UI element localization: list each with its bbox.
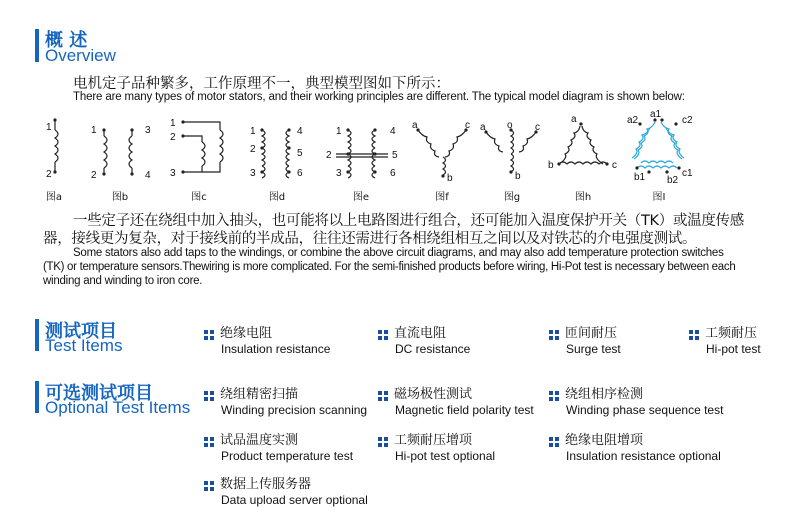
four-square-bullet-icon bbox=[204, 478, 214, 488]
four-square-bullet-icon bbox=[378, 388, 388, 398]
optional-items-title-cn: 可选测试项目 bbox=[45, 383, 153, 404]
four-square-bullet-icon bbox=[689, 327, 699, 337]
caption-g: 图g bbox=[503, 192, 521, 203]
four-square-bullet-icon bbox=[204, 434, 214, 444]
label-c-3: 3 bbox=[170, 168, 176, 179]
caption-a: 图a bbox=[45, 192, 63, 203]
label-e-1: 1 bbox=[336, 126, 342, 137]
optional-item bbox=[204, 383, 367, 417]
body-cn-line-1: 一些定子还在绕组中加入抽头，也可能将以上电路图进行组合，还可能加入温度保护开关（TK）或温度传感 bbox=[73, 213, 744, 229]
optional-item-en: Winding phase sequence test bbox=[566, 403, 724, 417]
test-item-en: Surge test bbox=[566, 342, 621, 356]
test-items-title-cn: 测试项目 bbox=[45, 321, 117, 342]
label-i-a2: a2 bbox=[627, 115, 639, 126]
optional-item bbox=[204, 473, 368, 507]
test-items-title-en: Test Items bbox=[45, 336, 123, 355]
test-item-cn: 绝缘电阻 bbox=[220, 326, 273, 341]
label-i-c1: c1 bbox=[682, 168, 693, 179]
label-f-b: b bbox=[447, 173, 453, 184]
label-g-c: c bbox=[535, 122, 540, 133]
label-h-a: a bbox=[571, 114, 577, 125]
overview-title-en: Overview bbox=[45, 46, 116, 65]
label-e-4: 4 bbox=[390, 126, 396, 137]
label-e-6: 6 bbox=[390, 168, 396, 179]
optional-item-cn: 试品温度实测 bbox=[220, 433, 299, 448]
optional-item-en: Hi-pot test optional bbox=[395, 449, 496, 463]
optional-item-cn: 绕组精密扫描 bbox=[220, 387, 299, 402]
diagram-c bbox=[183, 122, 223, 172]
test-item-cn: 工频耐压 bbox=[705, 326, 758, 341]
label-g-o: o bbox=[507, 120, 513, 131]
label-b-1: 1 bbox=[91, 125, 97, 136]
label-c-1: 1 bbox=[170, 118, 176, 129]
overview-title-cn: 概 述 bbox=[45, 30, 88, 51]
optional-item-en: Data upload server optional bbox=[221, 493, 368, 507]
four-square-bullet-icon bbox=[204, 327, 214, 337]
caption-h: 图h bbox=[574, 192, 592, 203]
label-e-3: 3 bbox=[336, 168, 342, 179]
optional-item-en: Product temperature test bbox=[221, 449, 354, 463]
diagram-h bbox=[559, 126, 607, 164]
optional-items-title-en: Optional Test Items bbox=[45, 398, 191, 417]
test-item bbox=[204, 322, 330, 356]
test-item-cn: 匝间耐压 bbox=[565, 326, 618, 341]
body-en-line-3: winding and winding to iron core. bbox=[43, 275, 203, 287]
optional-item-en: Insulation resistance optional bbox=[566, 449, 721, 463]
label-h-b: b bbox=[548, 160, 554, 171]
label-h-c: c bbox=[612, 160, 617, 171]
optional-item bbox=[378, 383, 534, 417]
optional-item-en: Winding precision scanning bbox=[221, 403, 368, 417]
four-square-bullet-icon bbox=[549, 388, 559, 398]
label-g-b: b bbox=[515, 171, 521, 182]
intro-cn: 电机定子品种繁多，工作原理不一，典型模型图如下所示： bbox=[73, 76, 450, 92]
caption-i: 图I bbox=[652, 192, 666, 203]
optional-item-en: Magnetic field polarity test bbox=[395, 403, 534, 417]
label-d-5: 5 bbox=[297, 148, 303, 159]
label-e-5: 5 bbox=[392, 150, 398, 161]
body-cn-line-2: 器，接线更为复杂，对于接线前的半成品，往往还需进行各相绕组相互之间以及对铁芯的介电强度测试。 bbox=[43, 231, 697, 247]
label-f-c: c bbox=[465, 120, 470, 131]
label-i-a1: a1 bbox=[650, 109, 662, 120]
test-items-accent-bar bbox=[35, 319, 39, 351]
diagram-b bbox=[104, 130, 132, 174]
label-c-2: 2 bbox=[170, 132, 176, 143]
optional-item bbox=[549, 383, 723, 417]
label-d-2: 2 bbox=[250, 144, 256, 155]
label-b-2: 2 bbox=[91, 170, 97, 181]
four-square-bullet-icon bbox=[204, 388, 214, 398]
caption-f: 图f bbox=[435, 192, 449, 203]
intro-en: There are many types of motor stators, and their working principles are different. The typical model diagram is shown below: bbox=[73, 91, 685, 103]
label-d-4: 4 bbox=[297, 126, 303, 137]
test-item bbox=[378, 322, 470, 356]
test-item-en: DC resistance bbox=[395, 342, 471, 356]
label-f-a: a bbox=[412, 120, 418, 131]
four-square-bullet-icon bbox=[549, 327, 559, 337]
label-i-b1: b1 bbox=[634, 172, 646, 183]
body-en-line-2: (TK) or temperature sensors.Thewiring is more complicated. For the semi-finished products before wiring, Hi-Pot test is necessary between each bbox=[43, 261, 736, 273]
optional-item-cn: 数据上传服务器 bbox=[220, 477, 312, 492]
test-item bbox=[549, 322, 621, 356]
diagram-a bbox=[55, 120, 58, 172]
test-item-en: Hi-pot test bbox=[706, 342, 761, 356]
label-b-3: 3 bbox=[145, 125, 151, 136]
four-square-bullet-icon bbox=[378, 434, 388, 444]
diagram-g bbox=[486, 130, 536, 172]
optional-item-cn: 磁场极性测试 bbox=[394, 387, 473, 402]
label-a-2: 2 bbox=[46, 169, 52, 180]
optional-item-cn: 绕组相序检测 bbox=[565, 387, 644, 402]
stator-diagrams bbox=[0, 108, 790, 190]
optional-item-cn: 绝缘电阻增项 bbox=[565, 433, 644, 448]
label-a-1: 1 bbox=[46, 122, 52, 133]
four-square-bullet-icon bbox=[549, 434, 559, 444]
diagram-f bbox=[418, 130, 466, 175]
label-g-a: a bbox=[480, 122, 486, 133]
caption-e: 图e bbox=[352, 192, 370, 203]
label-b-4: 4 bbox=[145, 170, 151, 181]
label-d-3: 3 bbox=[250, 168, 256, 179]
label-d-6: 6 bbox=[297, 168, 303, 179]
overview-accent-bar bbox=[35, 29, 39, 62]
test-item-cn: 直流电阻 bbox=[394, 326, 447, 341]
caption-b: 图b bbox=[111, 192, 129, 203]
diagram-i bbox=[632, 122, 684, 168]
diagram-d bbox=[262, 130, 289, 178]
diagram-e bbox=[336, 130, 388, 178]
label-i-b2: b2 bbox=[667, 175, 679, 186]
test-item bbox=[689, 322, 761, 356]
label-i-c2: c2 bbox=[682, 115, 693, 126]
label-d-1: 1 bbox=[250, 126, 256, 137]
label-e-2: 2 bbox=[326, 150, 332, 161]
optional-item bbox=[204, 429, 353, 463]
four-square-bullet-icon bbox=[378, 327, 388, 337]
body-en-line-1: Some stators also add taps to the windings, or combine the above circuit diagrams, and may also add temperature protection switches bbox=[73, 247, 724, 259]
optional-item bbox=[378, 429, 495, 463]
caption-c: 图c bbox=[191, 192, 207, 203]
optional-items-accent-bar bbox=[35, 381, 39, 413]
optional-item-cn: 工频耐压增项 bbox=[394, 433, 473, 448]
test-item-en: Insulation resistance bbox=[221, 342, 331, 356]
optional-item bbox=[549, 429, 721, 463]
caption-d: 图d bbox=[268, 192, 286, 203]
